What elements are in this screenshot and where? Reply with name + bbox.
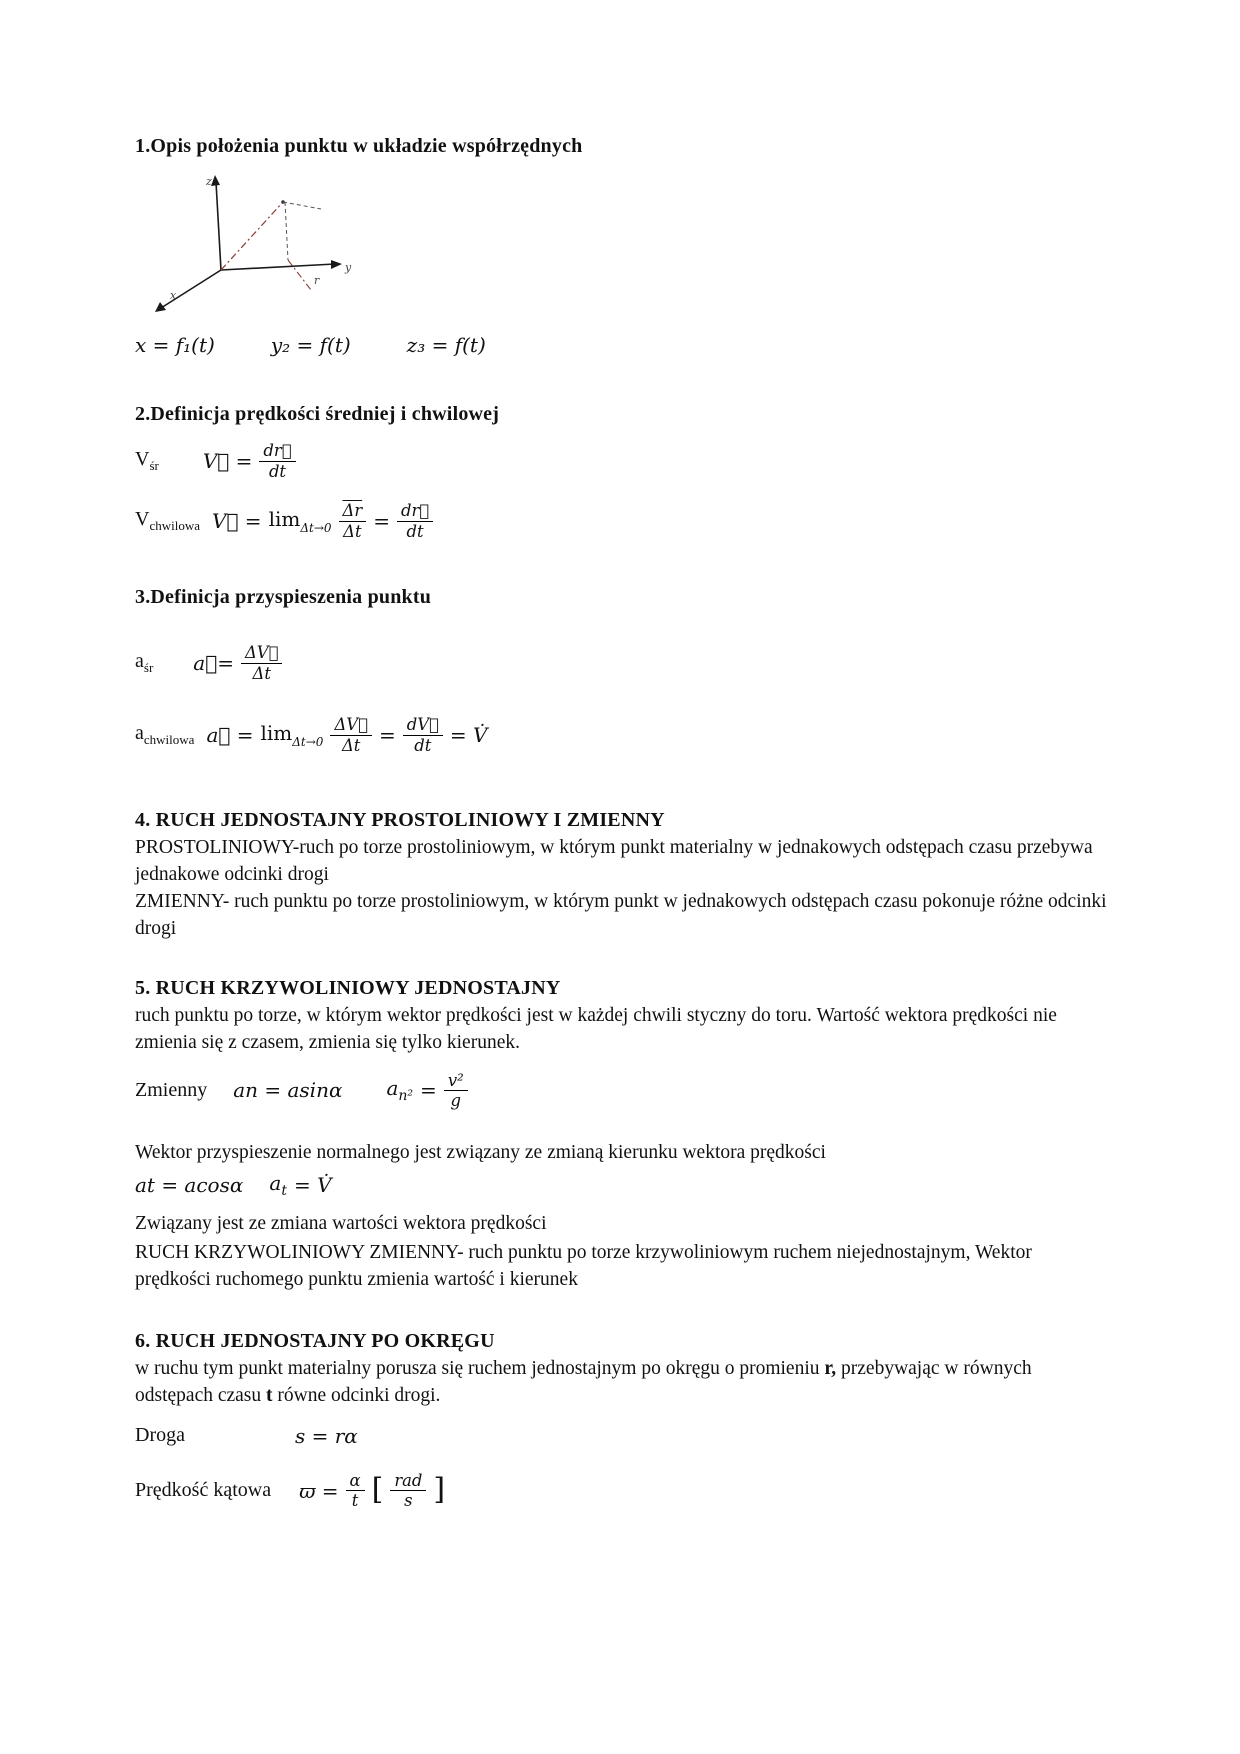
radius-label: r — [314, 274, 320, 287]
diagram-wrapper — [143, 172, 1110, 327]
zmienny-label: Zmienny — [135, 1078, 208, 1101]
section-uniform-rectilinear — [135, 809, 1110, 943]
formula-normal-acceleration — [135, 1066, 1110, 1114]
section-curvilinear — [135, 977, 1110, 1294]
coordinate-axes-diagram — [143, 172, 373, 322]
v-average-label: $V_{śr}$ — [135, 448, 159, 473]
formula-v-instantaneous — [135, 496, 1110, 546]
eq-an-sin: an = asinα — [233, 1078, 343, 1103]
section-acceleration — [135, 586, 1110, 763]
eq-at-dot: $a_t$ = V̇ — [269, 1171, 332, 1200]
a-average-label: $a_{śr}$ — [135, 650, 154, 675]
section-6-heading: 6. RUCH JEDNOSTAJNY PO OKRĘGU — [135, 1330, 495, 1353]
eq-at-cos: at = acosα — [135, 1173, 244, 1198]
formula-a-instantaneous — [135, 707, 1110, 763]
eq-y: y₂ = f(t) — [270, 333, 351, 357]
paragraph-circular-def: w ruchu tym punkt materialny porusza się ruchem jednostajnym po okręgu o promieniu r, przebywając w równych odstępach czasu t równe odcinki drogi. — [135, 1358, 1032, 1406]
section-1-heading: 1.Opis położenia punktu w układzie współrzędnych — [135, 135, 583, 157]
limit-operator: $\lim_{\Delta t\to 0}$ — [268, 507, 332, 535]
a-instantaneous-label: $a_{chwilowa}$ — [135, 722, 195, 747]
eq-z: z₃ = f(t) — [406, 333, 486, 357]
section-3-heading: 3.Definicja przyspieszenia punktu — [135, 586, 432, 608]
formula-tangential-acceleration — [135, 1171, 1110, 1199]
eq-path: s = rα — [294, 1423, 358, 1448]
position-equations — [135, 333, 1110, 357]
section-4-heading: 4. RUCH JEDNOSTAJNY PROSTOLINIOWY I ZMIENNY — [135, 809, 665, 831]
paragraph-normal-vector: Wektor przyspieszenie normalnego jest związany ze zmianą kierunku wektora prędkości — [135, 1142, 826, 1164]
axis-z-label: z — [206, 175, 212, 188]
bold-t: t — [266, 1384, 273, 1406]
v-average-formula: V⃗ = $\frac{dr⃗}{dt}$ — [203, 441, 296, 481]
axis-x-label: x — [170, 289, 177, 302]
section-velocity — [135, 403, 1110, 546]
eq-angular-velocity: ϖ = $\frac{\alpha}{t}$ [ $\frac{\text{rad}}{s}$ ] — [299, 1471, 446, 1511]
formula-a-average — [135, 635, 1110, 691]
section-circular-motion — [135, 1330, 1110, 1518]
v-instantaneous-formula: V⃗ = $\lim_{\Delta t\to 0}$ $\frac{\overline{\Delta r}}{\Delta t}$ = $\frac{dr⃗}{dt}$ — [212, 501, 433, 541]
eq-x: x = f₁(t) — [135, 333, 215, 357]
limit-operator: $\lim_{\Delta t\to 0}$ — [260, 721, 324, 749]
paragraph-curvilinear-def: ruch punktu po torze, w którym wektor prędkości jest w każdej chwili styczny do toru. Wartość wektora prędkości nie zmienia się z czasem, zmienia się tylko kierunek. — [135, 1004, 1057, 1053]
paragraph-prostoliniowy: PROSTOLINIOWY-ruch po torze prostoliniowym, w którym punkt materialny w jednakowych odstępach czasu przebywa jednakowe odcinki drogi — [135, 837, 1093, 885]
a-instantaneous-formula: a⃗ = $\lim_{\Delta t\to 0}$ $\frac{\Delta V⃗}{\Delta t}$ = $\frac{dV⃗}{dt}$ = V̇ — [206, 715, 488, 755]
paragraph-curvilinear-variable: RUCH KRZYWOLINIOWY ZMIENNY- ruch punktu po torze krzywoliniowym ruchem niejednostajnym, Wektor prędkości ruchomego punktu zmienia wartość i kierunek — [135, 1242, 1032, 1291]
a-average-formula: a⃗= $\frac{\Delta V⃗}{\Delta t}$ — [193, 643, 282, 683]
v-instantaneous-label: $V_{chwilowa}$ — [135, 508, 200, 533]
formula-path — [135, 1418, 1110, 1454]
eq-an2: $a_{n^2}$ = $\frac{\text{v²}}{g}$ — [386, 1071, 467, 1111]
paragraph-tangential-note: Związany jest ze zmiana wartości wektora prędkości — [135, 1213, 547, 1235]
section-position — [135, 135, 1110, 357]
droga-label: Droga — [135, 1424, 185, 1447]
formula-v-average — [135, 436, 1110, 486]
axis-y-label: y — [345, 261, 352, 274]
formula-angular-velocity — [135, 1464, 1110, 1518]
section-5-heading: 5. RUCH KRZYWOLINIOWY JEDNOSTAJNY — [135, 976, 561, 999]
angular-velocity-label: Prędkość kątowa — [135, 1479, 272, 1502]
bold-r: r, — [824, 1358, 837, 1380]
section-2-heading: 2.Definicja prędkości średniej i chwilowej — [135, 403, 500, 425]
paragraph-zmienny: ZMIENNY- ruch punktu po torze prostoliniowym, w którym punkt w jednakowych odstępach czasu pokonuje różne odcinki drogi — [135, 890, 1107, 939]
